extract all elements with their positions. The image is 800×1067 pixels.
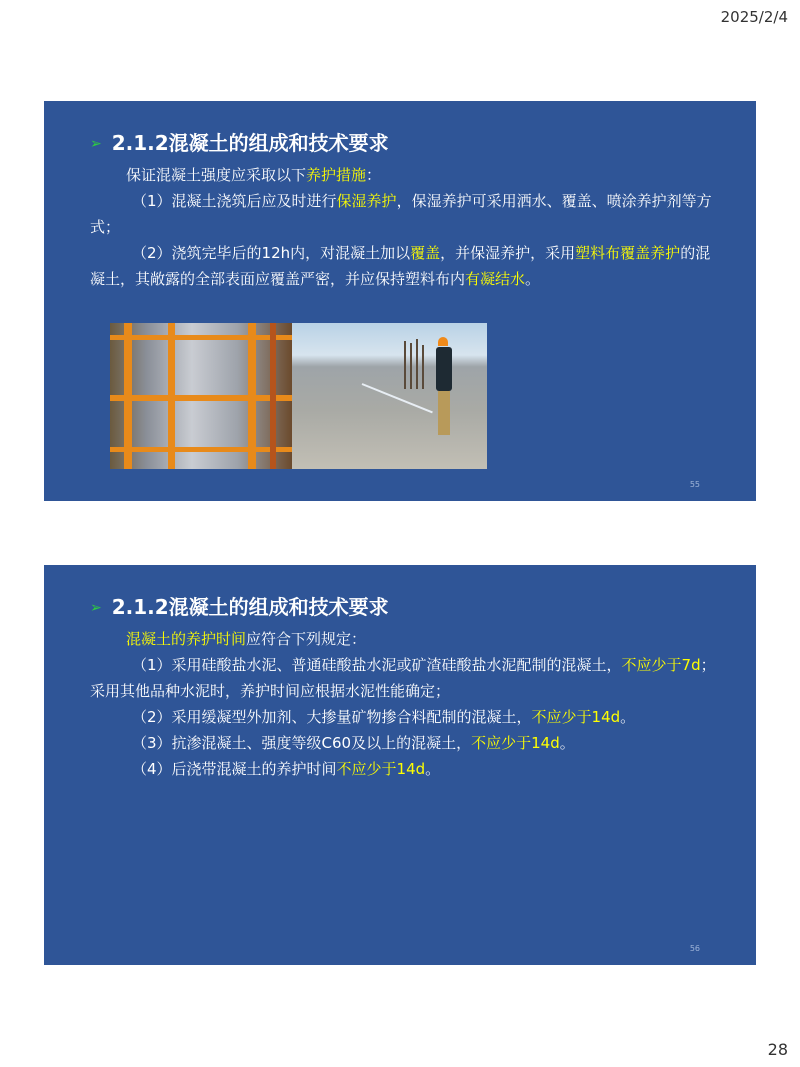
text-run: （1）采用硅酸盐水泥、普通硅酸盐水泥或矿渣硅酸盐水泥配制的混凝土， xyxy=(132,656,622,674)
text-run: 。 xyxy=(425,760,441,778)
paragraph xyxy=(90,162,716,188)
text-run: （2）采用缓凝型外加剂、大掺量矿物掺合料配制的混凝土， xyxy=(132,708,532,726)
water-curing-worker-photo xyxy=(292,323,487,469)
slide-55 xyxy=(44,101,756,501)
text-run: （1）混凝土浇筑后应及时进行 xyxy=(132,192,337,210)
page-number: 28 xyxy=(767,1040,788,1059)
highlighted-text: 混凝土的养护时间 xyxy=(126,630,247,648)
text-run: （2）浇筑完毕后的12h内，对混凝土加以 xyxy=(132,244,411,262)
paragraph xyxy=(90,756,716,782)
arrow-bullet-icon: ➢ xyxy=(90,136,102,152)
text-run: 。 xyxy=(559,734,575,752)
text-run: （4）后浇带混凝土的养护时间 xyxy=(132,760,337,778)
slide-number: 56 xyxy=(689,944,700,953)
slide-number: 55 xyxy=(689,480,700,489)
paragraph xyxy=(90,704,716,730)
plastic-covered-formwork-photo xyxy=(110,323,292,469)
highlighted-text: 保湿养护 xyxy=(336,192,397,210)
slide-title-text: 2.1.2混凝土的组成和技术要求 xyxy=(111,131,389,155)
text-run: 的混凝土，其敞露的全部表面应覆盖严密，并应保持塑料布内 xyxy=(90,244,711,288)
highlighted-text: 覆盖 xyxy=(410,244,441,262)
text-run: ： xyxy=(366,166,382,184)
paragraph xyxy=(90,240,716,292)
text-run: 。 xyxy=(620,708,636,726)
highlighted-text: 不应少于14d xyxy=(531,708,621,726)
paragraph xyxy=(90,652,716,704)
slide-title-text: 2.1.2混凝土的组成和技术要求 xyxy=(111,595,389,619)
highlighted-text: 塑料布覆盖养护 xyxy=(575,244,681,262)
text-run: 。 xyxy=(525,270,541,288)
paragraph xyxy=(90,626,716,652)
slide-body xyxy=(90,626,716,782)
slide-title xyxy=(90,127,389,156)
highlighted-text: 不应少于14d xyxy=(336,760,426,778)
slide-body xyxy=(90,162,716,292)
text-run: ，并保湿养护，采用 xyxy=(440,244,576,262)
slide-title xyxy=(90,591,389,620)
text-run: （3）抗渗混凝土、强度等级C60及以上的混凝土， xyxy=(132,734,472,752)
paragraph xyxy=(90,188,716,240)
highlighted-text: 不应少于14d xyxy=(471,734,560,752)
print-date: 2025/2/4 xyxy=(720,8,788,26)
slide-56 xyxy=(44,565,756,965)
paragraph xyxy=(90,730,716,756)
text-run: ；采用其他品种水泥时，养护时间应根据水泥性能确定； xyxy=(90,656,716,700)
highlighted-text: 不应少于7d xyxy=(621,656,701,674)
arrow-bullet-icon: ➢ xyxy=(90,600,102,616)
text-run: 应符合下列规定： xyxy=(246,630,367,648)
highlighted-text: 有凝结水 xyxy=(465,270,526,288)
text-run: ，保湿养护可采用洒水、覆盖、喷涂养护剂等方式； xyxy=(90,192,712,236)
text-run: 保证混凝土强度应采取以下 xyxy=(126,166,307,184)
curing-photos xyxy=(110,323,487,469)
highlighted-text: 养护措施 xyxy=(306,166,367,184)
